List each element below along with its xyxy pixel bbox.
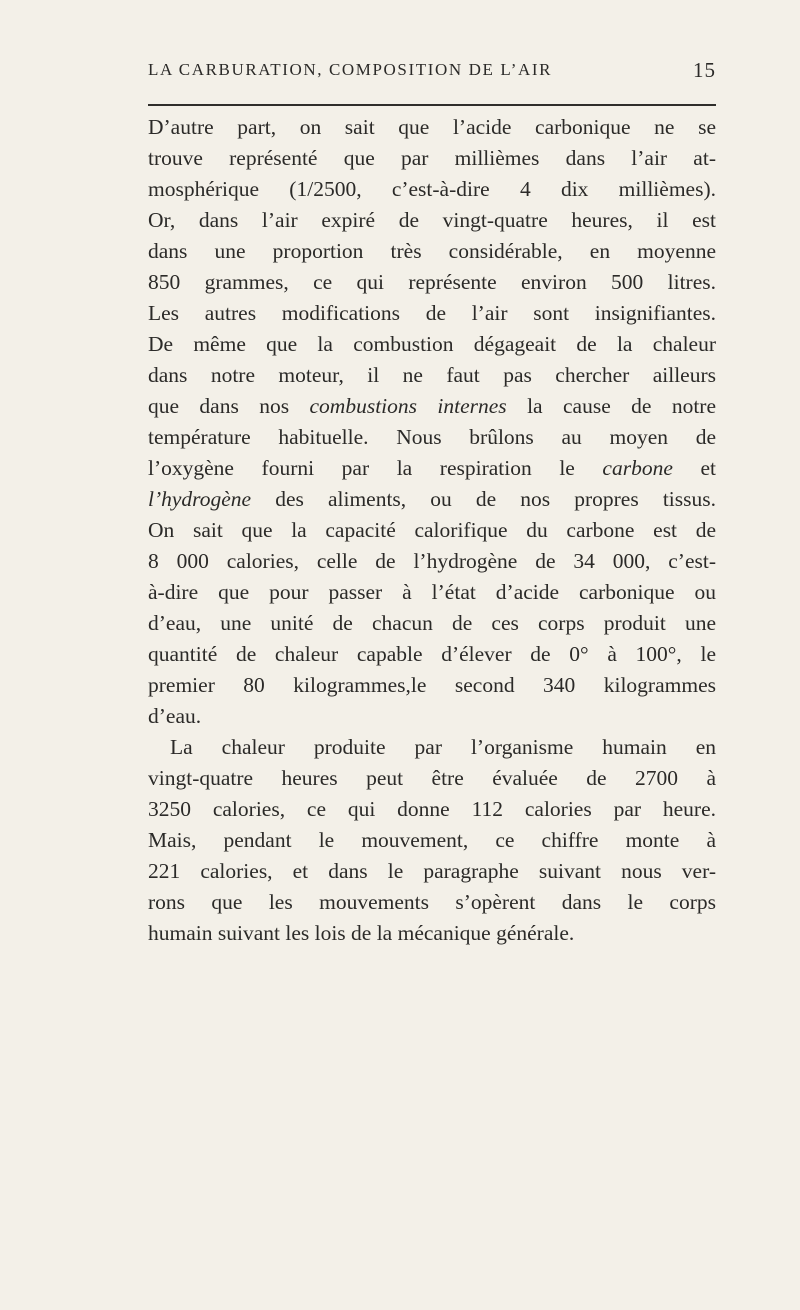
text-line <box>148 422 716 453</box>
text-run: 850 grammes, ce qui représente environ 500 litres. <box>148 270 716 294</box>
text-line <box>148 546 716 577</box>
text-run: que dans nos <box>148 394 310 418</box>
text-line <box>148 918 716 949</box>
text-line <box>148 205 716 236</box>
italic-text: carbone <box>602 456 673 480</box>
text-line <box>148 360 716 391</box>
text-line <box>148 732 716 763</box>
text-run: humain suivant les lois de la mécanique générale. <box>148 921 575 945</box>
text-line <box>148 794 716 825</box>
text-line <box>148 856 716 887</box>
italic-text: l’hydrogène <box>148 487 252 511</box>
text-line <box>148 639 716 670</box>
text-line <box>148 515 716 546</box>
text-run: à-dire que pour passer à l’état d’acide carbonique ou <box>148 580 716 604</box>
text-run: D’autre part, on sait que l’acide carbonique ne se <box>148 115 716 139</box>
text-line <box>148 670 716 701</box>
text-line <box>148 763 716 794</box>
text-run: On sait que la capacité calorifique du carbone est de <box>148 518 716 542</box>
text-run: 3250 calories, ce qui donne 112 calories par heure. <box>148 797 716 821</box>
text-run: d’eau. <box>148 704 202 728</box>
text-run: Les autres modifications de l’air sont insignifiantes. <box>148 301 716 325</box>
text-run: l’oxygène fourni par la respiration le <box>148 456 603 480</box>
text-line <box>148 701 716 732</box>
text-line <box>148 453 716 484</box>
text-line <box>148 112 716 143</box>
text-line <box>148 887 716 918</box>
text-run: mosphérique (1/2500, c’est-à-dire 4 dix millièmes). <box>148 177 716 201</box>
text-line <box>148 391 716 422</box>
header-rule <box>148 104 716 106</box>
text-run: De même que la combustion dégageait de la chaleur <box>148 332 716 356</box>
text-run: premier 80 kilogrammes,le second 340 kilogrammes <box>148 673 716 697</box>
text-line <box>148 825 716 856</box>
text-run: 221 calories, et dans le paragraphe suivant nous ver- <box>148 859 716 883</box>
text-line <box>148 143 716 174</box>
page-number: 15 <box>693 58 716 82</box>
running-title: LA CARBURATION, COMPOSITION DE L’AIR <box>148 60 553 79</box>
page-header <box>148 60 716 90</box>
text-line <box>148 608 716 639</box>
text-run: rons que les mouvements s’opèrent dans le corps <box>148 890 716 914</box>
text-run: vingt-quatre heures peut être évaluée de 2700 à <box>148 766 716 790</box>
text-run: température habituelle. Nous brûlons au moyen de <box>148 425 716 449</box>
text-line <box>148 236 716 267</box>
body-text <box>148 112 716 949</box>
text-line <box>148 484 716 515</box>
paragraph <box>148 112 716 732</box>
text-line <box>148 174 716 205</box>
text-run: Mais, pendant le mouvement, ce chiffre monte à <box>148 828 716 852</box>
text-run: d’eau, une unité de chacun de ces corps produit une <box>148 611 716 635</box>
text-run: dans notre moteur, il ne faut pas chercher ailleurs <box>148 363 716 387</box>
text-run: Or, dans l’air expiré de vingt-quatre heures, il est <box>148 208 716 232</box>
text-line <box>148 329 716 360</box>
text-line <box>148 577 716 608</box>
text-run: 8 000 calories, celle de l’hydrogène de 34 000, c’est- <box>148 549 716 573</box>
text-line <box>148 267 716 298</box>
text-run: quantité de chaleur capable d’élever de 0° à 100°, le <box>148 642 716 666</box>
text-run: et <box>672 456 716 480</box>
text-run: La chaleur produite par l’organisme humain en <box>170 735 716 759</box>
text-run: trouve représenté que par millièmes dans l’air at- <box>148 146 716 170</box>
text-run: des aliments, ou de nos propres tissus. <box>251 487 716 511</box>
italic-text: combustions internes <box>309 394 507 418</box>
paragraph <box>148 732 716 949</box>
text-run: dans une proportion très considérable, en moyenne <box>148 239 716 263</box>
text-run: la cause de notre <box>506 394 716 418</box>
text-line <box>148 298 716 329</box>
